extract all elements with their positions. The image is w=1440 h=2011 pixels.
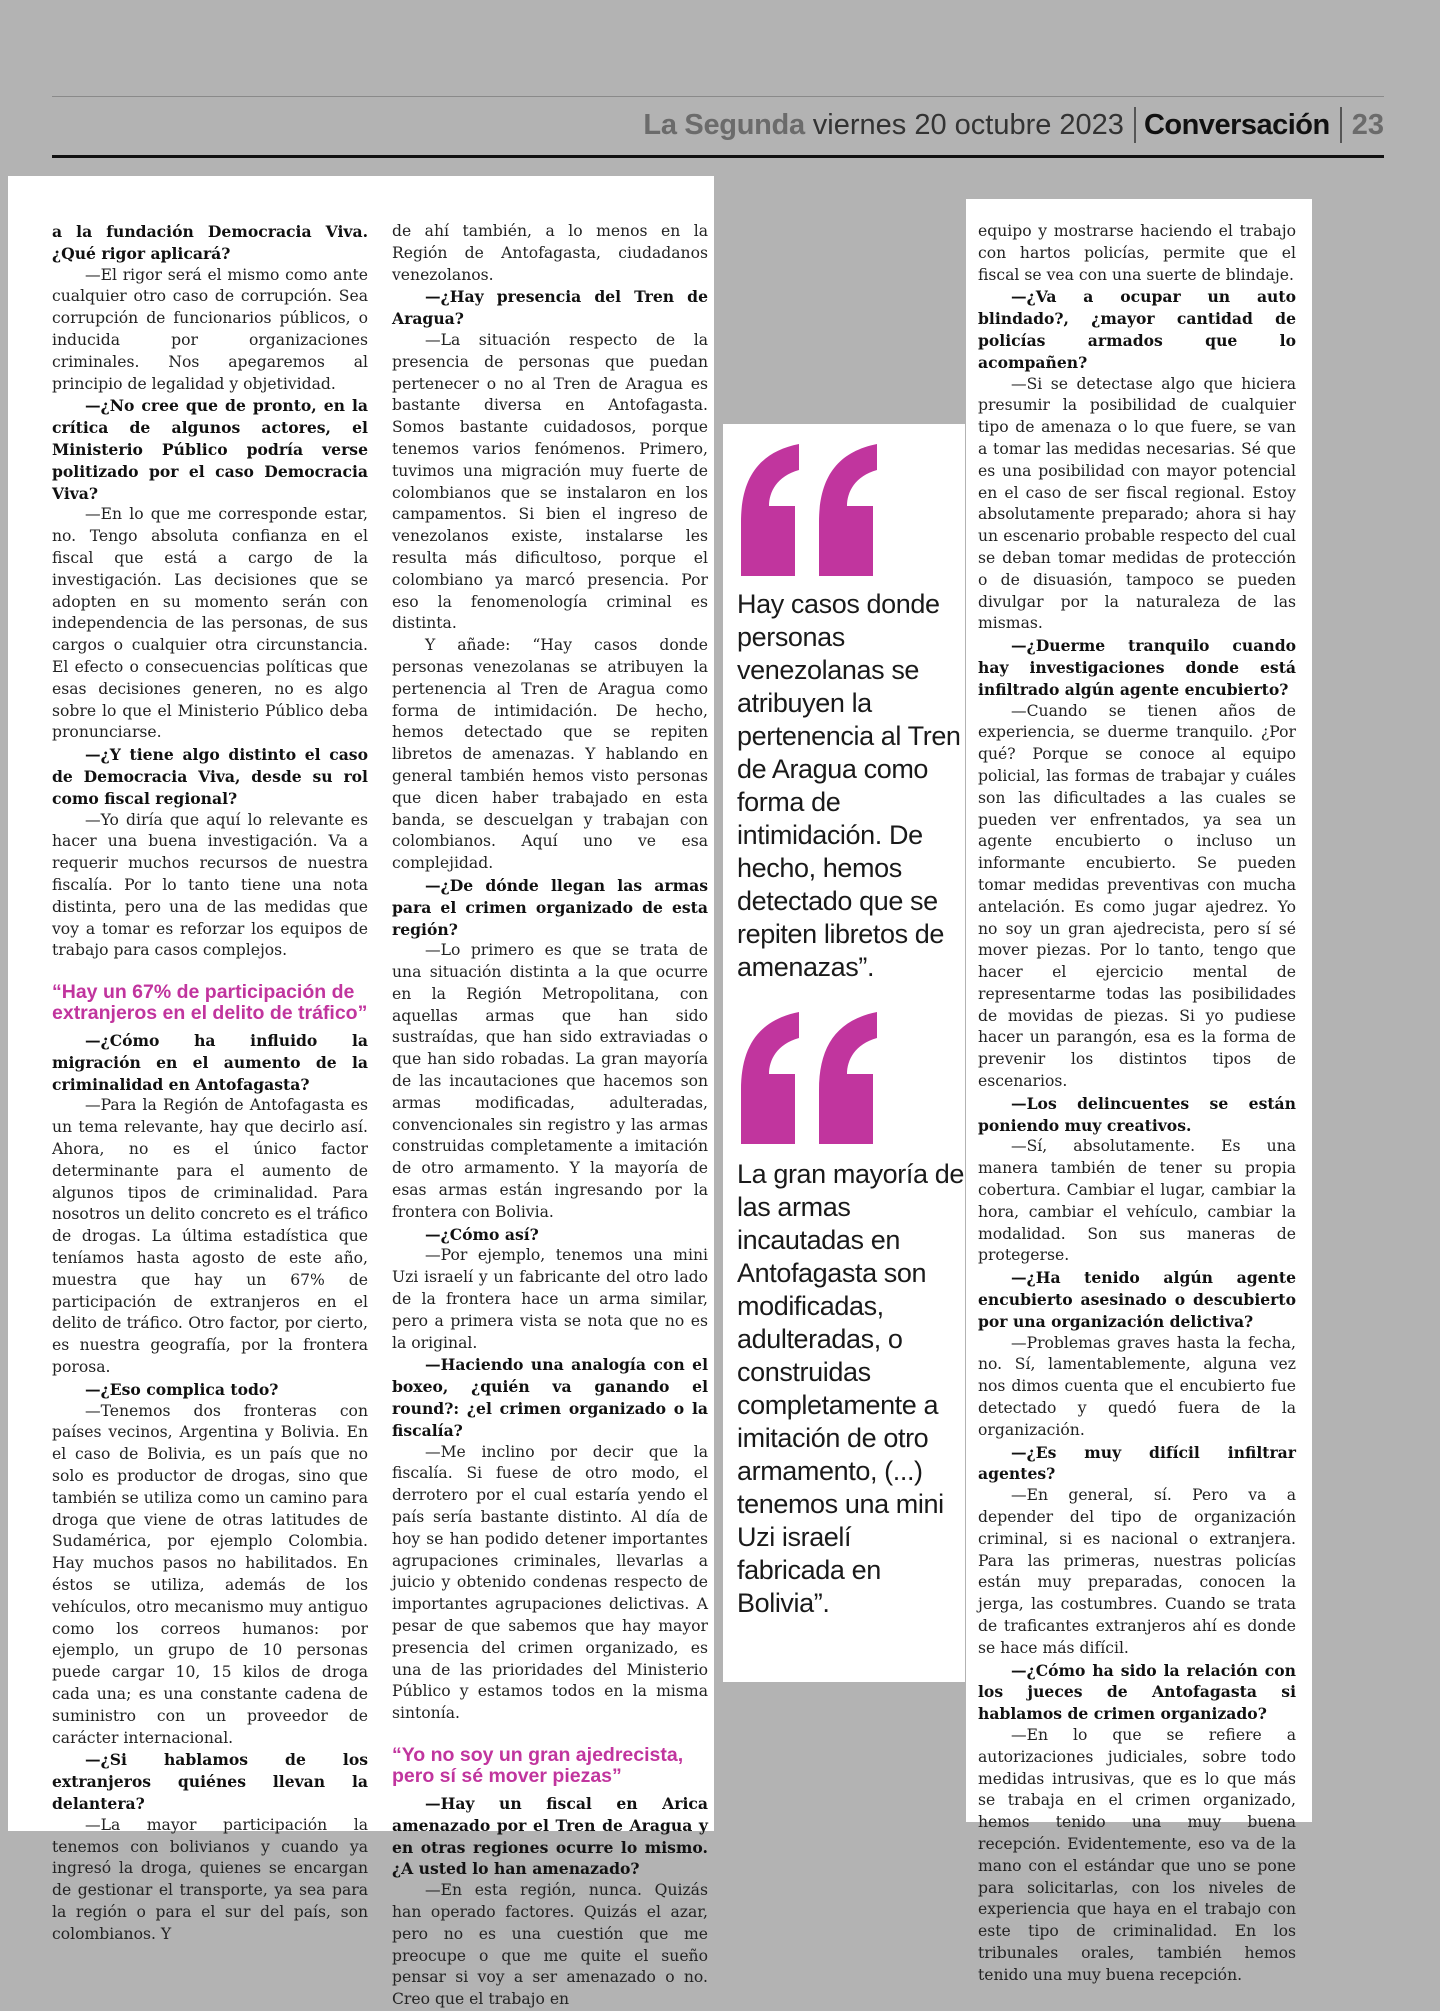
interview-question: —¿Va a ocupar un auto blindado?, ¿mayor cantidad de policías armados que lo acompañen?: [978, 287, 1296, 372]
body-paragraph: equipo y mostrarse haciendo el trabajo con hartos policías, permite que el fiscal se vea con una suerte de blindaje.: [978, 222, 1296, 284]
interview-question: —¿Si hablamos de los extranjeros quiénes llevan la delantera?: [52, 1750, 368, 1813]
interview-question: —¿Cómo así?: [425, 1224, 539, 1244]
body-paragraph: —Cuando se tienen años de experiencia, se duerme tranquilo. ¿Por qué? Porque se conoce al equipo policial, las formas de trabajar y cuáles son las dificultades a las cuales se pueden ver enfrentados, ya sea un agente encubierto o incluso un informante encubierto. Se pueden tomar medidas preventivas con mucha antelación. Es como jugar ajedrez. Yo no soy un gran ajedrecista, pero sí sé mover piezas. Por lo tanto, tengo que hacer el ejercicio mental de representarme todas las posibilidades de movidas de piezas. Si yo pudiese hacer un parangón, esa es la forma de prevenir los distintos tipos de escenarios.: [978, 701, 1296, 1091]
pullquote-1: Hay casos donde personas venezolanas se atribuyen la pertenencia al Tren de Aragua como forma de intimidación. De hecho, hemos detectado que se repiten libretos de amenazas”.: [737, 589, 961, 982]
masthead: [52, 96, 1384, 158]
body-paragraph: de ahí también, a lo menos en la Región de Antofagasta, ciudadanos venezolanos.: [392, 222, 708, 284]
interview-question: —¿Cómo ha sido la relación con los jueces de Antofagasta si hablamos de crimen organizado?: [978, 1660, 1296, 1724]
pullquote-2: La gran mayoría de las armas incautadas en Antofagasta son modificadas, adulteradas, o construidas completamente a imitación de otro armamento, (...) tenemos una mini Uzi israelí fabricada en Bolivia”.: [737, 1159, 964, 1618]
column-text: [392, 221, 708, 2011]
body-paragraph: —Por ejemplo, tenemos una mini Uzi israelí y un fabricante del otro lado de la frontera hace un arma similar, pero a primera vista se nota que no es la original.: [392, 1246, 708, 1352]
body-paragraph: —En esta región, nunca. Quizás han operado factores. Quizás el azar, pero no es una cuestión que me preocupe o que me quite el sueño pensar si voy a ser amenazado o no. Creo que el trabajo en: [392, 1881, 708, 2009]
column-text: [978, 221, 1296, 1987]
body-paragraph: —Para la Región de Antofagasta es un tema relevante, hay que decirlo así. Ahora, no es el único factor determinante para el aumento de algunos tipos de criminalidad. Para nosotros un delito concreto es el tráfico de drogas. La última estadística que teníamos hasta agosto de este año, muestra que hay un 67% de participación de extranjeros en el delito de tráfico. Otro factor, por cierto, es nuestra geografía, por la frontera porosa.: [52, 1096, 368, 1377]
body-paragraph: —Yo diría que aquí lo relevante es hacer una buena investigación. Va a requerir muchos recursos de nuestra fiscalía. Por lo tanto tiene una nota distinta, pero una de las medidas que voy a tomar es reforzar los equipos de trabajo para casos complejos.: [52, 810, 368, 960]
section-name: Conversación: [1143, 108, 1330, 141]
masthead-text: [643, 103, 1384, 147]
body-paragraph: —Sí, absolutamente. Es una manera también de tener su propia cobertura. Cambiar el lugar, cambiar la hora, cambiar el vehículo, cambiar la modalidad. Son sus maneras de protegerse.: [978, 1137, 1296, 1265]
interview-question: —¿Hay presencia del Tren de Aragua?: [392, 287, 708, 329]
body-paragraph: —En lo que se refiere a autorizaciones judiciales, sobre todo medidas intrusivas, que es lo que más se trabaja en el crimen organizado, hemos tenido una muy buena recepción. Evidentemente, eso va de la mano con el estándar que uno se pone para solicitarlas, con los niveles de experiencia que haya en el trabajo con este tipo de criminalidad. En los tribunales orales, también hemos tenido una muy buena recepción.: [978, 1725, 1296, 1984]
body-paragraph: —La situación respecto de la presencia de personas que puedan pertenecer o no al Tren de Aragua es bastante diversa en Antofagasta. Somos bastante cuidadosos, porque tenemos varios fenómenos. Primero, tuvimos una migración muy fuerte de colombianos que se instalaron en los campamentos. Si bien el ingreso de venezolanos existe, instalarse les resulta más dificultoso, porque el colombiano ya marcó presencia. Por eso la fenomenología criminal es distinta.: [392, 330, 708, 633]
interview-question: —¿Cómo ha influido la migración en el aumento de la criminalidad en Antofagasta?: [52, 1031, 368, 1094]
interview-question: —¿Duerme tranquilo cuando hay investigaciones donde está infiltrado algún agente encubierto?: [978, 636, 1296, 699]
publication-name: La Segunda: [643, 108, 805, 141]
column-text: [52, 221, 368, 1946]
interview-question: —Hay un fiscal en Arica amenazado por el Tren de Aragua y en otras regiones ocurre lo mismo. ¿A usted lo han amenazado?: [392, 1793, 708, 1879]
interview-question: —¿Eso complica todo?: [85, 1379, 279, 1399]
page-number: 23: [1351, 108, 1384, 141]
article-column-1: [8, 176, 380, 1943]
body-paragraph: —En lo que me corresponde estar, no. Tengo absoluta confianza en el fiscal que está a cargo de la investigación. Las decisiones que se adopten en su momento serán con independencia de las personas, de sus cargos o cualquier otra circunstancia. El efecto o consecuencias políticas que esas decisiones generen, no es algo sobre lo que el Ministerio Público deba pronunciarse.: [52, 505, 368, 742]
body-paragraph: —Tenemos dos fronteras con países vecinos, Argentina y Bolivia. En el caso de Bolivia, es un país que no solo es productor de drogas, sino que también se utiliza como un camino para droga que viene de otras latitudes de Sudamérica, por ejemplo Colombia. Hay muchos pasos no habilitados. En éstos se utiliza, además de los vehículos, otro mecanismo muy antiguo como los correos humanos: por ejemplo, un grupo de 10 personas puede cargar 10, 15 kilos de droga cada una; es una constante cadena de suministro con un proveedor de carácter internacional.: [52, 1401, 368, 1747]
article-column-4: [966, 199, 1312, 1984]
pullquote-panel: [723, 424, 965, 1682]
interview-question: —¿No cree que de pronto, en la crítica de algunos actores, el Ministerio Público podría verse politizado por el caso Democracia Viva?: [52, 396, 368, 503]
interview-question: a la fundación Democracia Viva. ¿Qué rigor aplicará?: [52, 222, 368, 263]
issue-date: viernes 20 octubre 2023: [812, 108, 1124, 141]
masthead-divider: [1340, 107, 1342, 143]
quote-mark-icon: [737, 444, 887, 576]
body-paragraph: Y añade: “Hay casos donde personas venezolanas se atribuyen la pertenencia al Tren de Aragua como forma de intimidación. De hecho, hemos detectado que se repiten libretos de amenazas. Y hablando en general también hemos visto personas que dicen haber trabajado en esta banda, se descuelgan y trabajan con colombianos. Aquí uno ve esa complejidad.: [392, 636, 708, 873]
body-paragraph: —Problemas graves hasta la fecha, no. Sí, lamentablemente, alguna vez nos dimos cuenta que el encubierto fue detectado y quedó fuera de la organización.: [978, 1333, 1296, 1439]
body-paragraph: —Si se detectase algo que hiciera presumir la posibilidad de cualquier tipo de amenaza o lo que fuere, se van a tomar las medidas necesarias. Sé que es una posibilidad con mayor potencial en el caso de ser fiscal regional. Estoy absolutamente preparado; ahora si hay un escenario probable respecto del cual se deban tomar medidas de protección o de disuasión, tampoco se pueden divulgar por la naturaleza de las mismas.: [978, 374, 1296, 633]
article-column-2: [380, 176, 714, 2009]
body-paragraph: —En general, sí. Pero va a depender del tipo de organización criminal, si es nacional o extranjera. Para las primeras, nuestras policías están muy preparadas, conocen la jerga, las costumbres. Cuando se trata de traficantes extranjeros ahí es donde se hace más difícil.: [978, 1486, 1296, 1657]
subheading: “Hay un 67% de participación de extranjeros en el delito de tráfico”: [52, 981, 368, 1025]
subheading: “Yo no soy un gran ajedrecista, pero sí sé mover piezas”: [392, 1743, 684, 1787]
body-paragraph: —El rigor será el mismo como ante cualquier otro caso de corrupción. Sea corrupción de funcionarios públicos, o inducida por organizaciones criminales. Nos apegaremos al principio de legalidad y objetividad.: [52, 265, 368, 393]
interview-question: —Los delincuentes se están poniendo muy creativos.: [978, 1093, 1296, 1135]
masthead-divider: [1134, 107, 1136, 143]
body-paragraph: —La mayor participación la tenemos con bolivianos y cuando ya ingresó la droga, quienes se encargan de gestionar el transporte, ya sea para la región o para el sur del país, son colombianos. Y: [52, 1815, 368, 1943]
interview-question: —Haciendo una analogía con el boxeo, ¿quién va ganando el round?: ¿el crimen organizado o la fiscalía?: [392, 1355, 708, 1440]
interview-question: —¿De dónde llegan las armas para el crimen organizado de esta región?: [392, 875, 708, 939]
interview-question: —¿Es muy difícil infiltrar agentes?: [978, 1442, 1296, 1484]
interview-question: —¿Y tiene algo distinto el caso de Democracia Viva, desde su rol como fiscal regional?: [52, 745, 368, 808]
body-paragraph: —Lo primero es que se trata de una situación distinta a la que ocurre en la Región Metropolitana, con aquellas armas que han sido sustraídas, que han sido extraviadas o que han sido robadas. La gran mayoría de las incautaciones que hacemos son armas modificadas, adulteradas, convencionales sin registro y las armas construidas completamente a imitación de otro armamento. Y la mayoría de esas armas están ingresando por la frontera con Bolivia.: [392, 941, 708, 1221]
body-paragraph: —Me inclino por decir que la fiscalía. Si fuese de otro modo, el derrotero por el cual estaría yendo el país sería bastante distinto. Al día de hoy se han podido detener importantes agrupaciones criminales, llevarlas a juicio y obtenido condenas respecto de importantes agrupaciones delictivas. A pesar de que sabemos que hay mayor presencia del crimen organizado, es una de las prioridades del Ministerio Público y estamos todos en la misma sintonía.: [392, 1442, 708, 1723]
interview-question: —¿Ha tenido algún agente encubierto asesinado o descubierto por una organización delictiva?: [978, 1268, 1296, 1331]
quote-mark-icon: [737, 1012, 887, 1144]
